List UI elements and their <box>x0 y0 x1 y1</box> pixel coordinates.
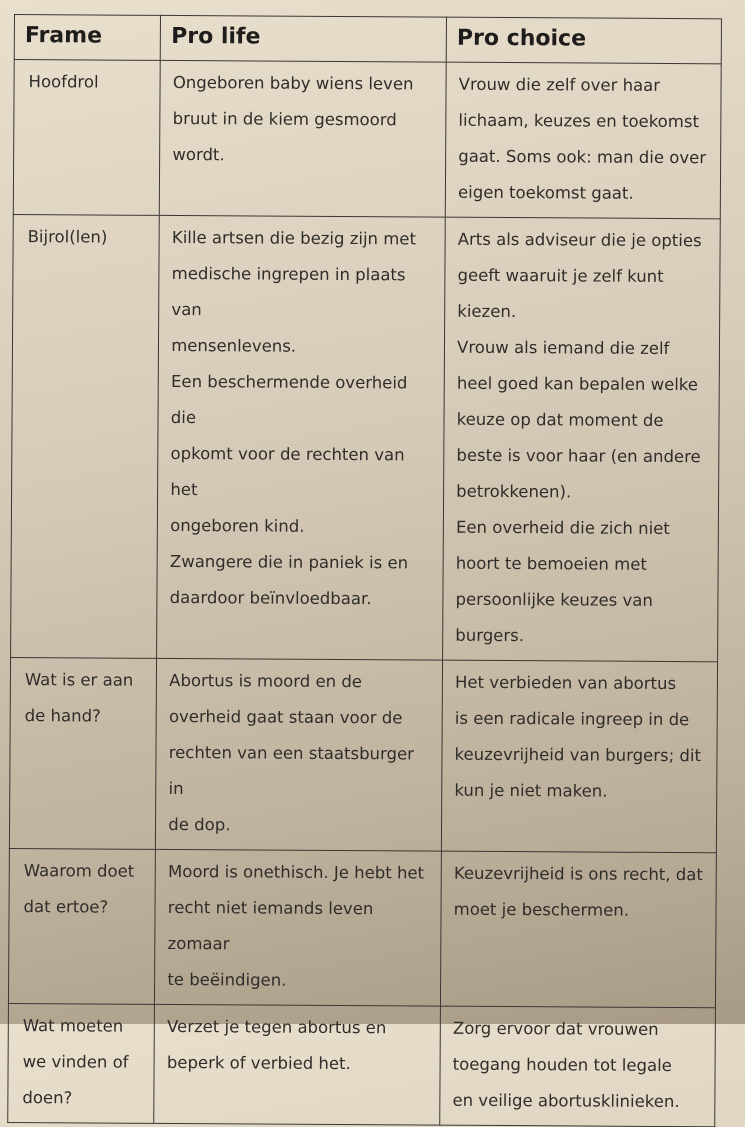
pro-life-text: Ongeboren baby wiens leven bruut in de kiem gesmoord wordt. <box>172 72 414 165</box>
pro-choice-text: Zorg ervoor dat vrouwen toegang houden tot legale en veilige abortusklinieken. <box>452 1018 680 1112</box>
header-pro-life: Pro life <box>160 15 446 62</box>
frames-table <box>7 14 722 1127</box>
row-label: Bijrol(len) <box>27 227 108 247</box>
pro-choice-text: Het verbieden van abortus is een radicale ingreep in de keuzevrijheid van burgers; dit kun je niet maken. <box>454 672 702 801</box>
table-row <box>8 1003 716 1126</box>
table-row <box>11 214 721 661</box>
row-label: Wat moeten we vinden of doen? <box>22 1016 129 1108</box>
pro-choice-text: Keuzevrijheid is ons recht, dat moet je beschermen. <box>453 863 703 920</box>
pro-life-cell <box>155 849 442 1006</box>
table-row <box>8 848 716 1007</box>
row-label: Waarom doet dat ertoe? <box>23 861 135 917</box>
header-pro-choice: Pro choice <box>446 17 721 64</box>
pro-life-text: Verzet je tegen abortus en beperk of verbied het. <box>166 1016 387 1074</box>
row-label-cell <box>8 848 155 1004</box>
pro-life-text: Moord is onethisch. Je hebt het recht niet iemands leven zomaar te beëindigen. <box>167 861 425 990</box>
pro-choice-cell <box>440 1006 716 1127</box>
table-row <box>13 60 721 219</box>
header-frame: Frame <box>14 15 161 61</box>
row-label-cell <box>8 1003 155 1123</box>
pro-choice-text: Vrouw die zelf over haar lichaam, keuzes en toekomst gaat. Soms ook: man die over eigen toekomst gaat. <box>457 74 707 203</box>
row-label-cell <box>11 214 160 658</box>
table-row <box>9 657 717 852</box>
pro-life-cell <box>160 60 447 217</box>
row-label: Wat is er aan de hand? <box>24 670 134 726</box>
pro-life-text: Abortus is moord en de overheid gaat staan voor de rechten van een staatsburger in de dop. <box>168 670 415 835</box>
table-header-row <box>14 15 721 64</box>
row-label-cell <box>13 60 160 216</box>
pro-choice-text: Arts als adviseur die je opties geeft waaruit je zelf kunt kiezen. Vrouw als iemand die zelf heel goed kan bepalen welke keuze op dat moment de beste is voor haar (en andere betrokkenen). Een overheid die zich niet hoort te bemoeien met persoonlijke keuzes van burgers. <box>455 229 702 646</box>
pro-life-cell <box>154 1004 441 1125</box>
pro-choice-cell <box>445 62 721 219</box>
row-label: Hoofdrol <box>28 72 99 92</box>
pro-choice-cell <box>443 217 721 662</box>
pro-life-text: Kille artsen die bezig zijn met medische ingrepen in plaats van mensenlevens. Een beschermende overheid die opkomt voor de rechten van het ongeboren kind. Zwangere die in paniek is en daardoor beïnvloedbaar. <box>169 227 417 609</box>
pro-choice-cell <box>441 851 717 1008</box>
pro-choice-cell <box>442 660 718 853</box>
pro-life-cell <box>156 658 443 851</box>
row-label-cell <box>9 657 156 849</box>
pro-life-cell <box>157 215 446 660</box>
